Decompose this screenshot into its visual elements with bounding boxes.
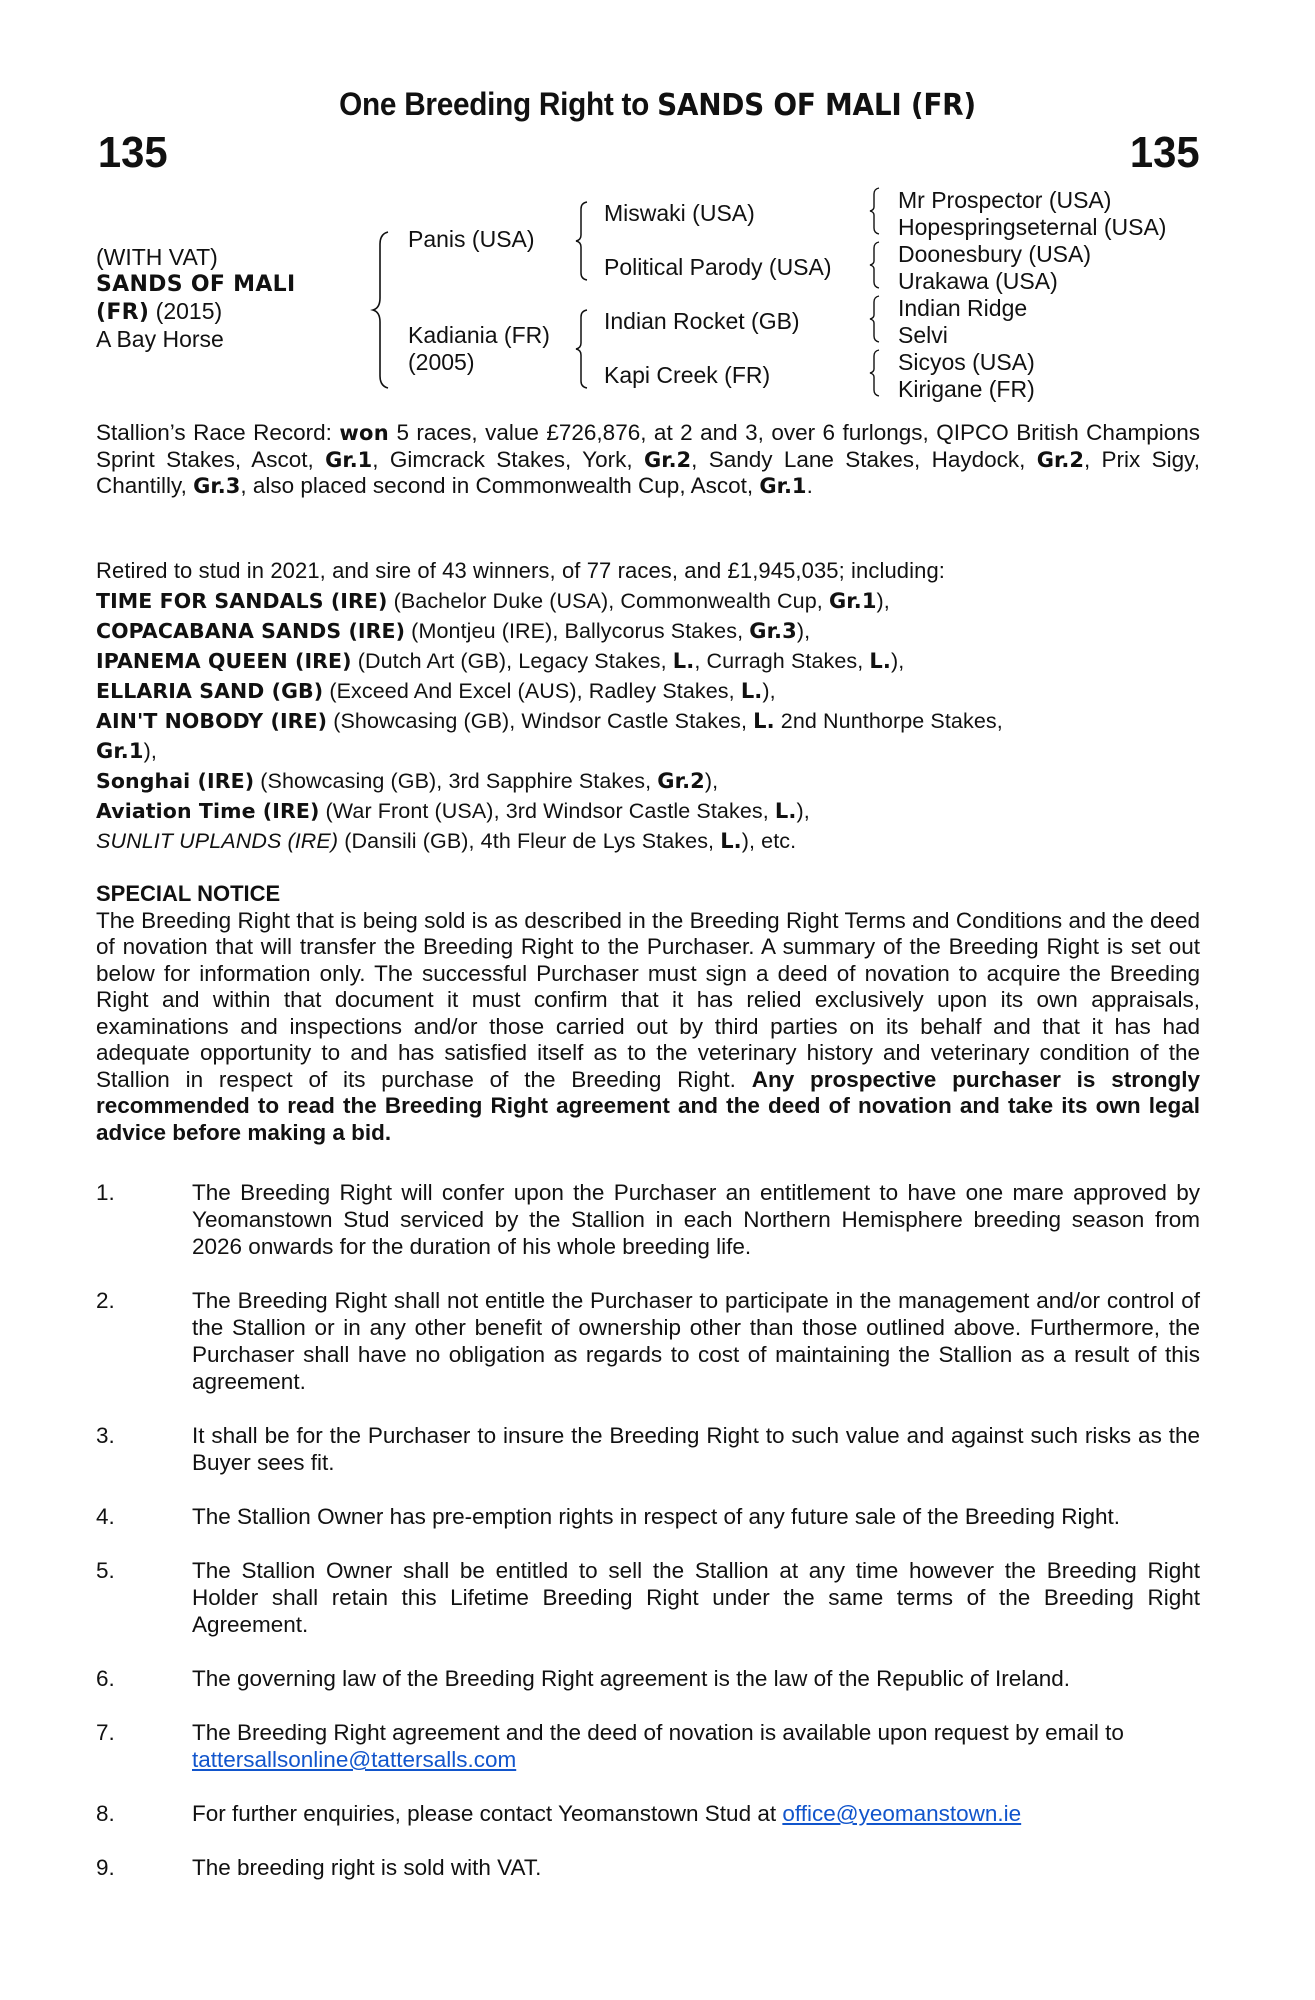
term-text: For further enquiries, please contact Yeomanstown Stud at bbox=[192, 1801, 783, 1826]
great-grandparent: Sicyos (USA) bbox=[898, 349, 1035, 375]
progeny-entry bbox=[96, 766, 1200, 796]
progeny-detail: 2nd Nunthorpe Stakes, bbox=[774, 709, 1003, 733]
term-item bbox=[96, 1854, 1200, 1881]
term-number: 4. bbox=[96, 1504, 115, 1529]
progeny-detail: ), etc. bbox=[741, 829, 797, 853]
term-item bbox=[96, 1503, 1200, 1530]
term-text: The Stallion Owner shall be entitled to sell the Stallion at any time however the Breeding Right Holder shall retain this Lifetime Breeding Right under the same terms of the Breeding Right Agreement. bbox=[192, 1558, 1200, 1637]
dam-year: (2005) bbox=[408, 349, 475, 375]
grade-label: L. bbox=[753, 709, 775, 733]
progeny-name: IPANEMA QUEEN (IRE) bbox=[96, 649, 352, 673]
term-number: 2. bbox=[96, 1288, 115, 1313]
progeny-detail: (Exceed And Excel (AUS), Radley Stakes, bbox=[323, 679, 741, 703]
term-text: The Breeding Right shall not entitle the Purchaser to participate in the management and/or control of the Stallion or in any other benefit of ownership other than those outlined above. Furthermore, the Purchaser shall have no obligation as regards to cost of maintaining the Stallion as a result of this agreement. bbox=[192, 1288, 1200, 1394]
grade-label: Gr.2 bbox=[1036, 447, 1084, 472]
progeny-intro: Retired to stud in 2021, and sire of 43 winners, of 77 races, and £1,945,035; including: bbox=[96, 558, 946, 583]
page-title bbox=[46, 86, 1269, 123]
term-item bbox=[96, 1557, 1200, 1638]
progeny-detail: (Showcasing (GB), 3rd Sapphire Stakes, bbox=[254, 769, 658, 793]
race-record-text: , Sandy Lane Stakes, Haydock, bbox=[691, 446, 1037, 472]
grade-label: L. bbox=[774, 799, 797, 823]
grade-label: L. bbox=[720, 829, 742, 853]
granddam-paternal: Political Parody (USA) bbox=[604, 254, 832, 280]
term-text: It shall be for the Purchaser to insure the Breeding Right to such value and against such risks as the Buyer sees fit. bbox=[192, 1423, 1200, 1475]
progeny-detail: ), bbox=[704, 769, 719, 793]
term-text: The Breeding Right will confer upon the Purchaser an entitlement to have one mare approved by Yeomanstown Stud serviced by the Stallion in each Northern Hemisphere breeding season from 2026 onwards for the duration of his whole breeding life. bbox=[192, 1180, 1200, 1259]
grade-label: Gr.1 bbox=[828, 589, 877, 613]
progeny-entry bbox=[96, 676, 1200, 706]
sire: Panis (USA) bbox=[408, 226, 535, 252]
progeny-detail: ), bbox=[796, 799, 810, 823]
special-notice-body: The Breeding Right that is being sold is as described in the Breeding Right Terms and Conditions and the deed of novation that will transfer the Breeding Right to the Purchaser. A summary of the Breeding Right is set out below for information only. The successful Purchaser must sign a deed of novation to acquire the Breeding Right and within that document it must confirm that it has relied exclusively upon its own appraisals, examinations and inspections and/or those carried out by third parties on its behalf and that it has had adequate opportunity to and has satisfied itself as to the veterinary history and veterinary condition of the Stallion in respect of its purchase of the Breeding Right. bbox=[96, 907, 1200, 1092]
progeny-entry bbox=[96, 586, 1200, 616]
term-number: 3. bbox=[96, 1423, 115, 1448]
pedigree-brace-dam bbox=[574, 308, 590, 390]
grade-label: L. bbox=[869, 649, 891, 673]
pedigree-brace-main bbox=[370, 230, 392, 390]
progeny-name: Aviation Time (IRE) bbox=[96, 799, 320, 823]
grade-label: Gr.1 bbox=[325, 447, 373, 472]
progeny-detail: (War Front (USA), 3rd Windsor Castle Stakes, bbox=[319, 799, 775, 823]
progeny-detail: ), bbox=[762, 679, 776, 703]
term-item bbox=[96, 1287, 1200, 1395]
progeny-entry bbox=[96, 826, 1200, 856]
progeny-detail: (Showcasing (GB), Windsor Castle Stakes, bbox=[327, 709, 754, 733]
progeny-name: TIME FOR SANDALS (IRE) bbox=[96, 589, 388, 613]
horse-foaled: (2015) bbox=[155, 298, 223, 324]
pedigree-brace-sire bbox=[574, 200, 590, 282]
term-item bbox=[96, 1665, 1200, 1692]
progeny-entry bbox=[96, 646, 1200, 676]
term-text: The Stallion Owner has pre-emption rights in respect of any future sale of the Breeding Right. bbox=[192, 1504, 1120, 1529]
granddam-maternal: Kapi Creek (FR) bbox=[604, 362, 771, 388]
progeny-name: COPACABANA SANDS (IRE) bbox=[96, 619, 406, 643]
progeny-detail: ), bbox=[796, 619, 811, 643]
race-record-won: won bbox=[339, 421, 389, 445]
progeny-detail: ), bbox=[890, 649, 905, 673]
horse-suffix: (FR) bbox=[96, 300, 150, 325]
progeny-name: ELLARIA SAND (GB) bbox=[96, 679, 324, 703]
race-record bbox=[96, 420, 1200, 500]
special-notice-heading: SPECIAL NOTICE bbox=[96, 881, 281, 906]
great-grandparent: Kirigane (FR) bbox=[898, 376, 1035, 402]
pedigree-brace-gg2 bbox=[868, 240, 882, 290]
great-grandparent: Indian Ridge bbox=[898, 295, 1028, 321]
race-record-text: , Gimcrack Stakes, York, bbox=[372, 446, 644, 472]
grandsire-maternal: Indian Rocket (GB) bbox=[604, 308, 800, 334]
term-item bbox=[96, 1179, 1200, 1260]
great-grandparent: Urakawa (USA) bbox=[898, 268, 1058, 294]
progeny-entry bbox=[96, 706, 1200, 766]
horse-name: SANDS OF MALI bbox=[96, 272, 296, 297]
grandsire-paternal: Miswaki (USA) bbox=[604, 200, 755, 226]
progeny-detail: ), bbox=[143, 739, 157, 763]
grade-label: L. bbox=[740, 679, 763, 703]
progeny-detail: (Montjeu (IRE), Ballycorus Stakes, bbox=[405, 619, 750, 643]
progeny-entry bbox=[96, 796, 1200, 826]
term-item bbox=[96, 1422, 1200, 1476]
lot-number-right: 135 bbox=[1129, 128, 1200, 177]
email-link-yeomanstown[interactable]: office@yeomanstown.ie bbox=[782, 1801, 1022, 1826]
great-grandparent: Mr Prospector (USA) bbox=[898, 187, 1112, 213]
term-item bbox=[96, 1800, 1200, 1827]
dam: Kadiania (FR) bbox=[408, 322, 550, 348]
term-text: The breeding right is sold with VAT. bbox=[192, 1855, 542, 1880]
vat-note: (WITH VAT) bbox=[96, 244, 218, 270]
special-notice-emphasis: Any prospective purchaser is strongly recommended to read the Breeding Right agreement and the deed of novation and take its own legal advice before making a bid. bbox=[96, 1066, 1200, 1145]
progeny-name: Songhai (IRE) bbox=[96, 769, 255, 793]
horse-identity bbox=[96, 244, 356, 353]
horse-description: A Bay Horse bbox=[96, 326, 224, 352]
progeny-detail: (Dansili (GB), 4th Fleur de Lys Stakes, bbox=[338, 829, 721, 853]
term-text: The governing law of the Breeding Right agreement is the law of the Republic of Ireland. bbox=[192, 1666, 1071, 1691]
term-item bbox=[96, 1719, 1200, 1773]
grade-label: Gr.1 bbox=[759, 474, 807, 498]
grade-label: Gr.3 bbox=[193, 474, 241, 498]
pedigree-brace-gg4 bbox=[868, 348, 882, 398]
title-horse-name: SANDS OF MALI (FR) bbox=[657, 88, 976, 123]
progeny-name: SUNLIT UPLANDS (IRE) bbox=[96, 829, 339, 853]
special-notice bbox=[96, 881, 1200, 1146]
race-record-text: 5 races, value £726,876, at 2 and 3, over 6 furlongs, QIPCO British Champions Sprint Stakes, Ascot, bbox=[96, 420, 1200, 472]
race-record-text: , Prix Sigy, Chantilly, bbox=[96, 446, 1200, 498]
term-number: 5. bbox=[96, 1558, 115, 1583]
progeny-detail: ), bbox=[876, 589, 890, 613]
progeny-detail: , Curragh Stakes, bbox=[694, 649, 870, 673]
great-grandparent: Selvi bbox=[898, 322, 948, 348]
race-record-text: , also placed second in Commonwealth Cup, Ascot, bbox=[240, 473, 760, 498]
term-number: 1. bbox=[96, 1180, 115, 1205]
title-prefix: One Breeding Right to bbox=[339, 86, 650, 122]
progeny-detail: (Bachelor Duke (USA), Commonwealth Cup, bbox=[387, 589, 829, 613]
term-number: 8. bbox=[96, 1801, 115, 1826]
term-number: 9. bbox=[96, 1855, 115, 1880]
race-record-label: Stallion’s Race Record: bbox=[96, 420, 332, 445]
pedigree-brace-gg1 bbox=[868, 186, 882, 236]
progeny-list bbox=[96, 556, 1200, 856]
great-grandparent: Doonesbury (USA) bbox=[898, 241, 1092, 267]
grade-label: Gr.2 bbox=[643, 447, 692, 472]
term-text: The Breeding Right agreement and the deed of novation is available upon request by email to bbox=[192, 1720, 1124, 1745]
grade-label: L. bbox=[672, 649, 695, 673]
term-number: 6. bbox=[96, 1666, 115, 1691]
grade-label: Gr.2 bbox=[657, 769, 705, 793]
grade-label: Gr.1 bbox=[96, 739, 144, 763]
grade-label: Gr.3 bbox=[749, 619, 797, 643]
progeny-name: AIN'T NOBODY (IRE) bbox=[96, 709, 328, 733]
race-record-text: . bbox=[806, 473, 813, 498]
pedigree-brace-gg3 bbox=[868, 294, 882, 344]
great-grandparent: Hopespringseternal (USA) bbox=[898, 214, 1167, 240]
term-number: 7. bbox=[96, 1720, 115, 1745]
email-link-tattersalls[interactable]: tattersallsonline@tattersalls.com bbox=[192, 1747, 517, 1772]
lot-number-left: 135 bbox=[97, 128, 168, 177]
progeny-entry bbox=[96, 616, 1200, 646]
progeny-detail: (Dutch Art (GB), Legacy Stakes, bbox=[351, 649, 673, 673]
